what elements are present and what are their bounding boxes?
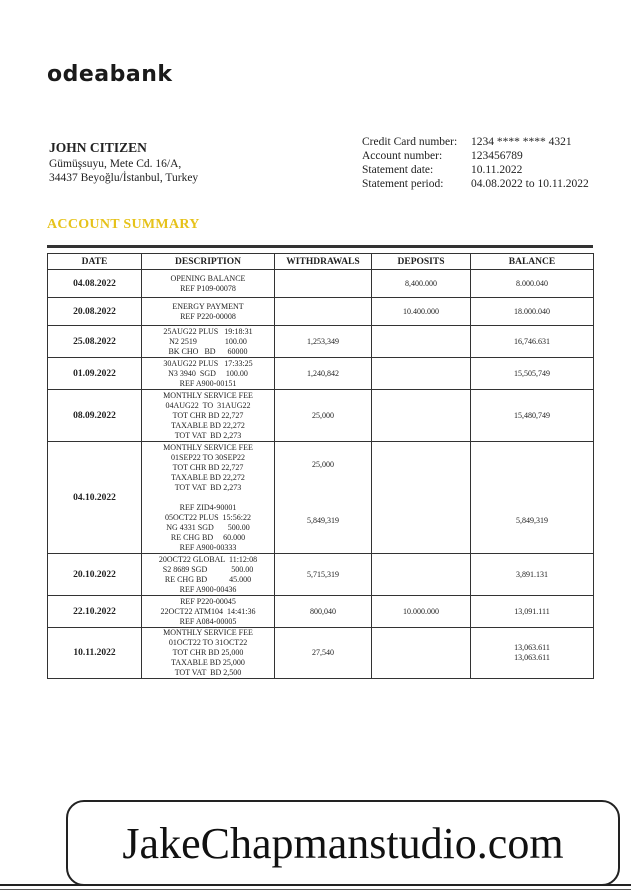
info-label: Statement date: — [362, 164, 434, 176]
cell-balance — [471, 442, 594, 554]
cell-date: 22.10.2022 — [48, 596, 142, 628]
description-line: RE CHG BD 60.000 — [170, 532, 246, 542]
cell-date: 04.08.2022 — [48, 270, 142, 298]
cell-withdrawal — [275, 298, 372, 326]
description-line: REF P220-00045 — [180, 596, 236, 606]
cell-balance — [471, 390, 594, 442]
cell-balance — [471, 326, 594, 358]
table-row — [48, 326, 594, 358]
col-header-deposits: DEPOSITS — [372, 254, 471, 270]
info-row-account — [362, 149, 589, 163]
table-row — [48, 554, 594, 596]
cell-withdrawal: 25,000 — [275, 390, 372, 442]
cell-withdrawal: 1,240,842 — [275, 358, 372, 390]
description-line: TOT CHR BD 22,727 — [172, 410, 244, 420]
description-line: REF A900-00151 — [179, 378, 237, 388]
info-row-card — [362, 135, 589, 149]
cell-deposit — [372, 358, 471, 390]
description-line: REF P109-00078 — [180, 283, 236, 293]
cell-description — [142, 554, 275, 596]
description-line: 20OCT22 GLOBAL 11:12:08 — [158, 554, 258, 564]
watermark: JakeChapmanstudio.com — [66, 800, 620, 886]
balance-value: 15,480,749 — [514, 410, 550, 420]
description-line: REF P220-00008 — [180, 311, 236, 321]
description-line: TOT CHR BD 22,727 — [172, 462, 244, 472]
info-value: 1234 **** **** 4321 — [471, 136, 572, 148]
description-line: REF A900-00436 — [179, 584, 237, 594]
description-line: TAXABLE BD 22,272 — [171, 472, 245, 482]
divider — [47, 245, 593, 248]
cell-withdrawal — [275, 442, 372, 554]
cell-date: 25.08.2022 — [48, 326, 142, 358]
cell-deposit — [372, 442, 471, 554]
description-line: TOT VAT BD 2,273 — [174, 482, 242, 492]
cell-description — [142, 298, 275, 326]
cell-balance — [471, 554, 594, 596]
customer-name: JOHN CITIZEN — [49, 140, 147, 155]
description-line: TAXABLE BD 25,000 — [171, 658, 245, 667]
description-line: 25AUG22 PLUS 19:18:31 — [163, 326, 253, 336]
balance-value: 18.000.040 — [514, 306, 550, 316]
cell-description — [142, 390, 275, 442]
bank-logo: odeabank — [47, 62, 173, 87]
info-value: 04.08.2022 to 10.11.2022 — [471, 178, 589, 190]
cell-date: 20.08.2022 — [48, 298, 142, 326]
customer-address-line1: Gümüşsuyu, Mete Cd. 16/A, — [49, 158, 182, 170]
cell-withdrawal: 800,040 — [275, 596, 372, 628]
cell-date: 04.10.2022 — [48, 442, 142, 554]
description-line: MONTHLY SERVICE FEE — [163, 442, 253, 452]
table-row — [48, 358, 594, 390]
balance-value: 13,063.611 — [514, 643, 550, 652]
cell-balance — [471, 628, 594, 679]
cell-date: 20.10.2022 — [48, 554, 142, 596]
cell-description — [142, 326, 275, 358]
cell-deposit — [372, 554, 471, 596]
description-line: REF ZID4-90001 — [179, 502, 237, 512]
description-line: 30AUG22 PLUS 17:33:25 — [163, 358, 253, 368]
table-header-row — [48, 254, 594, 270]
cell-date: 10.11.2022 — [48, 628, 142, 679]
table-row — [48, 628, 594, 679]
description-line: 01OCT22 TO 31OCT22 — [168, 638, 248, 647]
table-row — [48, 390, 594, 442]
table-row — [48, 596, 594, 628]
info-label: Credit Card number: — [362, 136, 458, 148]
cell-date: 08.09.2022 — [48, 390, 142, 442]
account-info — [362, 135, 589, 191]
cell-balance — [471, 596, 594, 628]
description-line: 04AUG22 TO 31AUG22 — [165, 400, 251, 410]
cell-date: 01.09.2022 — [48, 358, 142, 390]
info-row-statement-period — [362, 177, 589, 191]
description-line: ENERGY PAYMENT — [172, 301, 244, 311]
col-header-withdrawals: WITHDRAWALS — [275, 254, 372, 270]
cell-description — [142, 270, 275, 298]
info-value: 123456789 — [471, 150, 523, 162]
description-line: 22OCT22 ATM104 14:41:36 — [160, 606, 256, 616]
description-line: MONTHLY SERVICE FEE — [163, 390, 253, 400]
description-line: N3 3940 SGD 100.00 — [168, 368, 248, 378]
info-label: Account number: — [362, 150, 443, 162]
description-line: N2 2519 100.00 — [169, 336, 247, 346]
cell-withdrawal: 27,540 — [275, 628, 372, 679]
cell-description — [142, 442, 275, 554]
description-line: 05OCT22 PLUS 15:56:22 — [164, 512, 251, 522]
info-row-statement-date — [362, 163, 589, 177]
cell-description — [142, 628, 275, 679]
cell-description — [142, 596, 275, 628]
cell-balance — [471, 270, 594, 298]
cell-deposit — [372, 390, 471, 442]
balance-value: 8.000.040 — [516, 278, 548, 288]
col-header-balance: BALANCE — [471, 254, 594, 270]
balance-value: 13,063.611 — [514, 653, 550, 662]
cell-withdrawal: 5,715,319 — [275, 554, 372, 596]
description-line: TOT VAT BD 2,273 — [174, 430, 242, 440]
info-value: 10.11.2022 — [471, 164, 523, 176]
cell-balance — [471, 358, 594, 390]
info-label: Statement period: — [362, 178, 444, 190]
transactions-table — [47, 253, 594, 679]
footer-line — [0, 889, 631, 890]
footer-line — [0, 884, 631, 886]
cell-deposit: 8,400.000 — [372, 270, 471, 298]
cell-balance — [471, 298, 594, 326]
balance-value: 13,091.111 — [514, 606, 550, 616]
balance-value: 3,891.131 — [516, 569, 548, 579]
col-header-description: DESCRIPTION — [142, 254, 275, 270]
description-line: NG 4331 SGD 500.00 — [166, 522, 250, 532]
balance-value: 16,746.631 — [514, 336, 550, 346]
cell-withdrawal: 1,253,349 — [275, 326, 372, 358]
cell-deposit — [372, 628, 471, 679]
table-row — [48, 270, 594, 298]
account-summary-title: ACCOUNT SUMMARY — [47, 217, 200, 232]
cell-withdrawal — [275, 270, 372, 298]
description-line: RE CHG BD 45.000 — [164, 574, 252, 584]
cell-deposit: 10.400.000 — [372, 298, 471, 326]
customer-address-line2: 34437 Beyoğlu/İstanbul, Turkey — [49, 172, 199, 184]
withdrawal-value: 25,000 — [312, 460, 334, 469]
description-line: REF A084-00005 — [179, 616, 237, 626]
balance-value: 15,505,749 — [514, 368, 550, 378]
description-line: OPENING BALANCE — [170, 273, 246, 283]
description-line: REF A900-00333 — [179, 542, 237, 552]
cell-deposit: 10.000.000 — [372, 596, 471, 628]
description-line: S2 8689 SGD 500.00 — [162, 564, 254, 574]
withdrawal-value: 5,849,319 — [307, 516, 339, 525]
description-line: TOT VAT BD 2,500 — [174, 668, 242, 677]
description-line: BK CHO BD 60000 — [168, 346, 248, 356]
cell-deposit — [372, 326, 471, 358]
table-row — [48, 442, 594, 554]
description-line: TAXABLE BD 22,272 — [171, 420, 245, 430]
col-header-date: DATE — [48, 254, 142, 270]
balance-value: 5,849,319 — [516, 516, 548, 525]
table-row — [48, 298, 594, 326]
cell-description — [142, 358, 275, 390]
description-line: TOT CHR BD 25,000 — [172, 648, 244, 657]
customer-block — [49, 141, 198, 185]
description-line: 01SEP22 TO 30SEP22 — [171, 452, 245, 462]
description-line: MONTHLY SERVICE FEE — [163, 628, 253, 637]
